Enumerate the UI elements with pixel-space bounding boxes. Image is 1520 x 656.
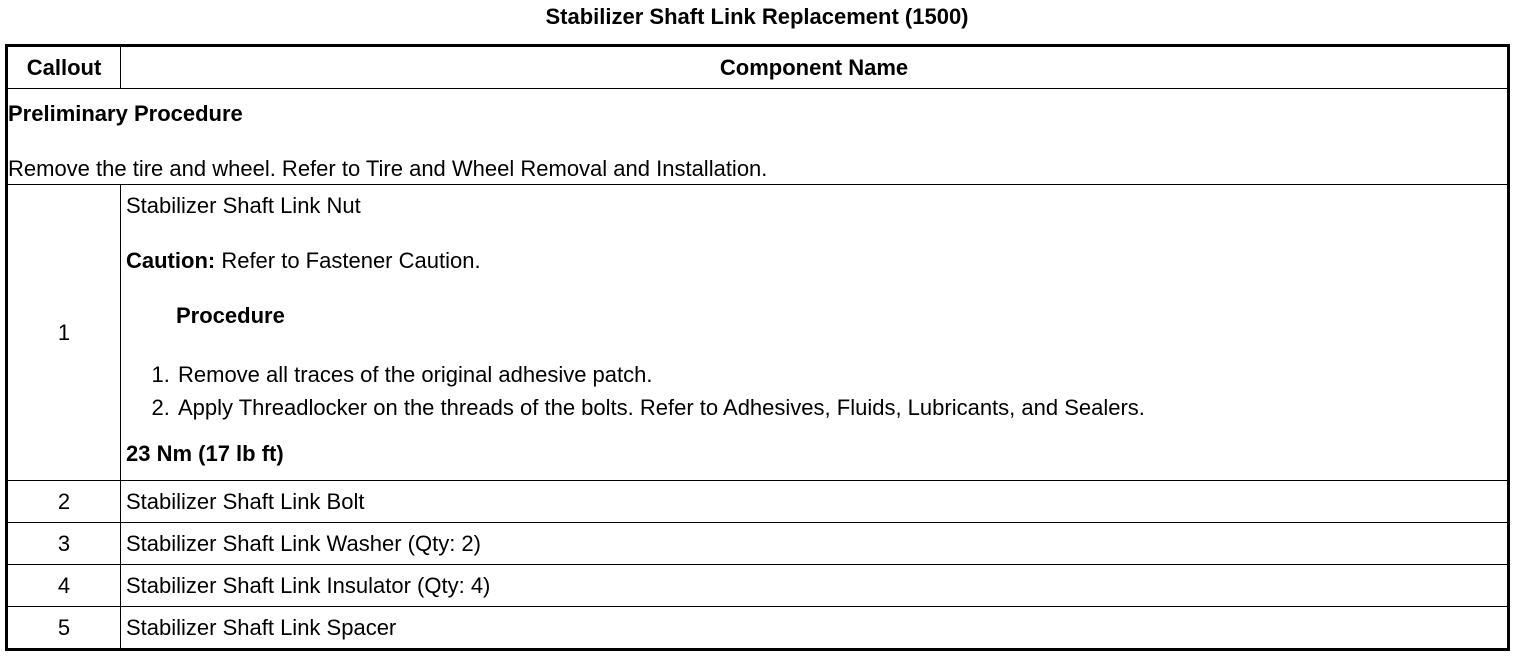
component-name: Stabilizer Shaft Link Washer (Qty: 2) <box>121 523 1509 565</box>
page-title: Stabilizer Shaft Link Replacement (1500) <box>545 4 969 29</box>
procedure-step: 2. Apply Threadlocker on the threads of the bolts. Refer to Adhesives, Fluids, Lubricants, and Sealers. <box>176 391 1507 424</box>
table-row <box>7 523 1509 565</box>
callout-number: 4 <box>7 565 121 607</box>
table-row <box>7 481 1509 523</box>
component-name: Stabilizer Shaft Link Spacer <box>121 607 1509 650</box>
callout-number: 2 <box>7 481 121 523</box>
table-header-row <box>7 46 1509 89</box>
caution-label: Caution: <box>126 248 216 273</box>
procedure-title: Procedure <box>176 303 285 328</box>
preliminary-procedure-cell <box>7 89 1509 185</box>
procedure-step: 1. Remove all traces of the original adhesive patch. <box>176 358 1507 391</box>
callout-number: 5 <box>7 607 121 650</box>
table-row <box>7 565 1509 607</box>
procedure-steps <box>126 358 1507 424</box>
table-row <box>7 607 1509 650</box>
procedure-table <box>5 44 1510 651</box>
component-name: Stabilizer Shaft Link Insulator (Qty: 4) <box>121 565 1509 607</box>
callout-number: 3 <box>7 523 121 565</box>
component-name: Stabilizer Shaft Link Nut <box>126 193 361 218</box>
table-row <box>7 185 1509 481</box>
caution-text: Refer to Fastener Caution. <box>215 248 481 273</box>
torque-spec: 23 Nm (17 lb ft) <box>126 441 284 466</box>
preliminary-procedure-row <box>7 89 1509 185</box>
preliminary-procedure-text: Remove the tire and wheel. Refer to Tire and Wheel Removal and Installation. <box>8 156 768 181</box>
callout-number: 1 <box>7 185 121 481</box>
component-name: Stabilizer Shaft Link Bolt <box>121 481 1509 523</box>
component-name-column-header: Component Name <box>121 46 1509 89</box>
caution-note <box>126 248 1507 274</box>
component-name-cell <box>121 185 1509 481</box>
preliminary-procedure-title: Preliminary Procedure <box>8 101 243 126</box>
callout-column-header: Callout <box>7 46 121 89</box>
